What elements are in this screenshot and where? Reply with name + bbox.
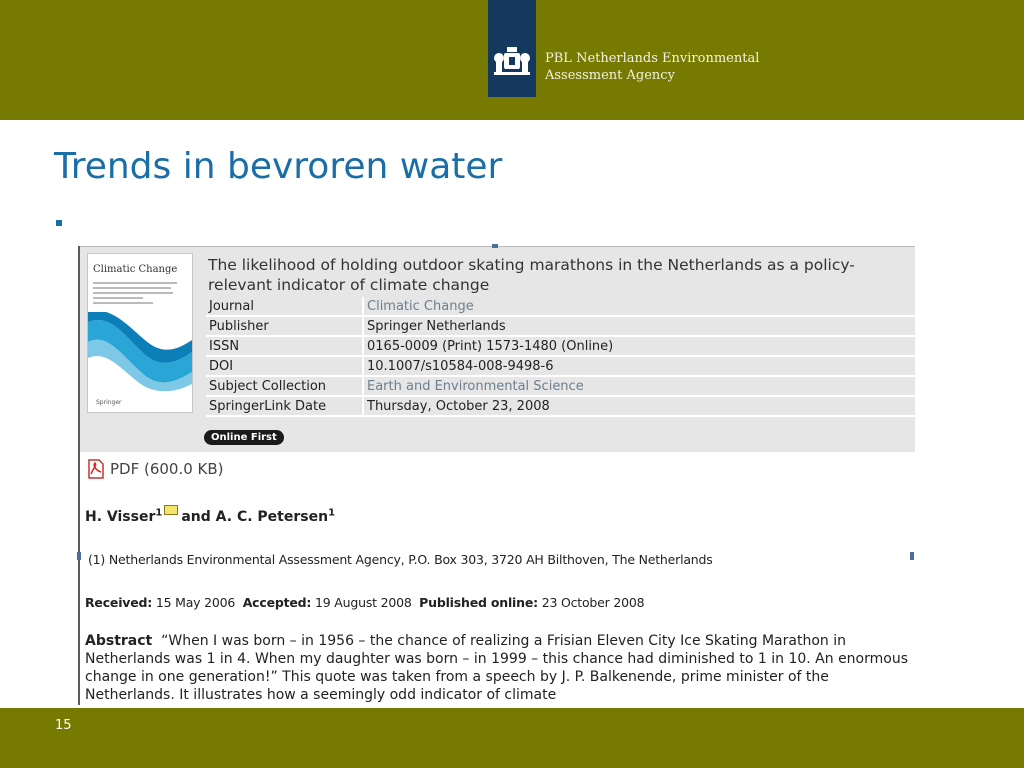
cover-publisher: Springer (96, 399, 122, 406)
pdf-link[interactable]: PDF (600.0 KB) (110, 460, 224, 478)
metadata-table (206, 297, 915, 417)
table-row (206, 376, 915, 396)
agency-name-line2: Assessment Agency (545, 68, 675, 83)
accepted-date: 19 August 2008 (315, 595, 412, 610)
table-row (206, 396, 915, 416)
wave-graphic-icon (88, 312, 192, 392)
author-name: and A. C. Petersen (181, 509, 329, 525)
journal-link[interactable]: Climatic Change (363, 297, 915, 316)
article-screenshot (78, 246, 915, 705)
author-name[interactable]: H. Visser (85, 509, 156, 525)
article-title: The likelihood of holding outdoor skating marathons in the Netherlands as a policy-relevant indicator of climate change (208, 256, 855, 294)
metadata-value: Springer Netherlands (363, 316, 915, 336)
metadata-key: Subject Collection (206, 376, 363, 396)
published-label: Published online: (419, 595, 538, 610)
table-row (206, 356, 915, 376)
selection-handle[interactable] (492, 244, 498, 248)
authors-line (85, 505, 335, 525)
agency-name (545, 50, 759, 84)
metadata-value: 10.1007/s10584-008-9498-6 (363, 356, 915, 376)
cover-title: Climatic Change (93, 264, 178, 275)
journal-cover (87, 253, 193, 413)
metadata-key: Publisher (206, 316, 363, 336)
coat-of-arms-icon (491, 44, 533, 78)
table-row (206, 316, 915, 336)
publication-dates (85, 595, 644, 610)
abstract-text: “When I was born – in 1956 – the chance of realizing a Frisian Eleven City Ice Skating Marathon in Netherlands was 1 in 4. When my daughter was born – in 1999 – this chance had diminished to 1 in 10. An enormous change in one generation!” This quote was taken from a speech by J. P. Balkenende, prime minister of the Netherlands. It illustrates how a seemingly odd indicator of climate (85, 633, 908, 703)
published-date: 23 October 2008 (541, 595, 645, 610)
abstract-label: Abstract (85, 633, 153, 649)
metadata-value: Thursday, October 23, 2008 (363, 396, 915, 416)
footer-band (0, 708, 1024, 768)
selection-handle[interactable] (77, 552, 81, 560)
logo-block (488, 0, 536, 97)
article-header-panel (80, 246, 915, 452)
metadata-key: Journal (206, 297, 363, 316)
affiliation-marker: 1 (328, 507, 336, 519)
affiliation-marker: 1 (155, 507, 163, 519)
metadata-key: ISSN (206, 336, 363, 356)
page-number: 15 (55, 718, 72, 733)
metadata-key: DOI (206, 356, 363, 376)
received-label: Received: (85, 595, 153, 610)
metadata-value: 0165-0009 (Print) 1573-1480 (Online) (363, 336, 915, 356)
pdf-file-icon (86, 459, 106, 479)
metadata-key: SpringerLink Date (206, 396, 363, 416)
selection-handle[interactable] (910, 552, 914, 560)
abstract (85, 632, 911, 704)
table-row (206, 297, 915, 316)
bullet-marker (56, 220, 62, 226)
affiliation-text: (1) Netherlands Environmental Assessment Agency, P.O. Box 303, 3720 AH Bilthoven, The Netherlands (88, 552, 713, 567)
online-first-badge: Online First (204, 430, 284, 445)
slide-title: Trends in bevroren water (54, 146, 503, 187)
email-icon[interactable] (164, 505, 178, 515)
received-date: 15 May 2006 (155, 595, 236, 610)
subject-collection-link[interactable]: Earth and Environmental Science (363, 376, 915, 396)
accepted-label: Accepted: (242, 595, 312, 610)
table-row (206, 336, 915, 356)
cover-text-lines (93, 282, 177, 307)
agency-name-line1: PBL Netherlands Environmental (545, 51, 760, 66)
